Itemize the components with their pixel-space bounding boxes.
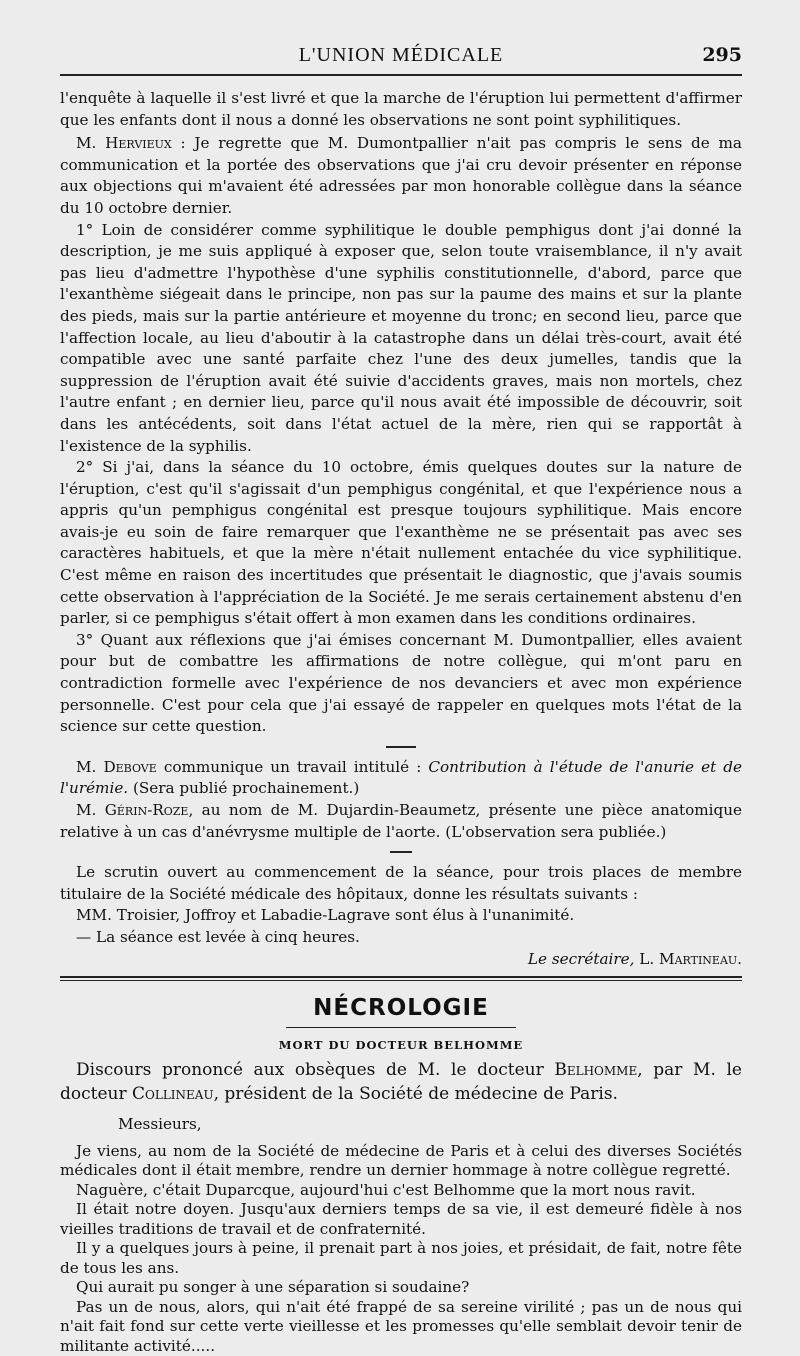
speech-paragraph: Je viens, au nom de la Société de médecine de Paris et à celui des diverses Sociétés médicales dont il était membre, rendre un dernier hommage à notre collègue regretté. [60, 1141, 742, 1180]
signature-name: L. Martineau. [639, 949, 742, 968]
article-subtitle: MORT DU DOCTEUR BELHOMME [278, 1038, 524, 1053]
section-double-rule [60, 976, 742, 981]
intro-text: , président de la Société de médecine de Paris. [213, 1084, 618, 1105]
salutation: Messieurs, [118, 1115, 202, 1134]
separator-rule [390, 851, 412, 853]
speaker-name: M. Gérin-Roze [76, 801, 189, 819]
speech-paragraph: Naguère, c'était Duparcque, aujourd'hui c'est Belhomme que la mort nous ravit. [76, 1180, 696, 1199]
speech-intro [60, 1058, 742, 1106]
intro-text: , par M. le docteur [60, 1060, 742, 1105]
speaker-name: Collineau [132, 1084, 214, 1105]
page-number: 295 [702, 44, 742, 66]
speech-paragraph: Il était notre doyen. Jusqu'aux derniers temps de sa vie, il est demeuré fidèle à nos vieilles traditions de travail et de confraternité. [60, 1200, 742, 1238]
communication-note: (Sera publié prochainement.) [132, 779, 360, 798]
speaker-name: M. Hervieux [76, 134, 172, 153]
communication-debove [60, 757, 742, 800]
session-closed: — La séance est levée à cinq heures. [76, 927, 360, 946]
communication-title: Contribution à l'étude de l'anurie et de l'urémie. [60, 757, 743, 798]
speech-paragraph: Il y a quelques jours à peine, il prenait part à nos joies, et présidait, de fait, notre fête de tous les ans. [60, 1239, 742, 1277]
paragraph-continuation: l'enquête à laquelle il s'est livré et que la marche de l'éruption lui permettent d'affirmer que les enfants dont il nous a donné les observations ne sont point syphilitiques. [60, 89, 742, 129]
separator-rule [386, 746, 416, 748]
title-rule [286, 1027, 516, 1028]
communication-text: , au nom de M. Dujardin-Beaumetz, présente une pièce anatomique relative à un cas d'anévrysme multiple de l'aorte. (L'observation sera publiée.) [60, 801, 742, 841]
signature [60, 949, 742, 971]
paragraph-point-1: 1° Loin de considérer comme syphilitique le double pemphigus dont j'ai donné la description, je me suis appliqué à exposer que, selon toute vraisemblance, il n'y avait pas lieu d'admettre l'hypothèse d'une syphilis constitutionnelle, d'abord, parce que l'exanthème siégeait dans le principe, non pas sur la paume des mains et sur la plante des pieds, mais sur la partie antérieure et moyenne du tronc; en second lieu, parce que l'affection locale, au lieu d'aboutir à la catastrophe dans un délai très-court, avait été compatible avec une santé parfaite chez l'une des deux jumelles, tandis que la suppression de l'éruption avait été suivie d'accidents graves, mais non mortels, chez l'autre enfant ; en dernier lieu, parce qu'il nous avait été impossible de découvrir, soit dans les antécédents, soit dans l'état actuel de la mère, rien qui se rapportât à l'existence de la syphilis. [60, 220, 742, 455]
paragraph-hervieux [60, 133, 742, 219]
speech-paragraph: Qui aurait pu songer à une séparation si soudaine? [76, 1278, 470, 1297]
paragraph-point-3: 3° Quant aux réflexions que j'ai émises concernant M. Dumontpallier, elles avaient pour but de combattre les affirmations de notre collègue, qui m'ont paru en contradiction formelle avec l'expérience de nos devanciers et avec mon expérience personnelle. C'est pour cela que j'ai essayé de rappeler en quelques mots l'état de la science sur cette question. [60, 630, 742, 736]
intro-text: Discours prononcé aux obsèques de M. le docteur [76, 1060, 555, 1081]
deceased-name: Belhomme [554, 1060, 638, 1081]
paragraph-point-2: 2° Si j'ai, dans la séance du 10 octobre, émis quelques doutes sur la nature de l'éruption, c'est qu'il s'agissait d'un pemphigus congénital, et que l'expérience nous a appris qu'un pemphigus congénital est presque toujours syphilitique. Mais encore avais-je eu soin de faire remarquer que l'exanthème ne se présentait pas avec ses caractères habituels, et que la mère n'était nullement entachée du vice syphilitique. C'est même en raison des incertitudes que présentait le diagnostic, que j'avais soumis cette observation à l'appréciation de la Société. Je me serais certainement abstenu d'en parler, si ce pemphigus s'était offert à mon examen dans les conditions ordinaires. [60, 458, 742, 628]
communication-gerin-roze [60, 800, 742, 843]
section-title: NÉCROLOGIE [313, 995, 489, 1022]
speaker-name: M. Debove [76, 757, 157, 776]
speech-paragraph: Pas un de nous, alors, qui n'ait été frappé de sa sereine virilité ; pas un de nous qui n'ait fait fond sur cette verte vieillesse et les promesses qu'elle semblait devoir tenir de militante activité..... [60, 1297, 742, 1355]
signature-role: Le secrétaire, [527, 949, 635, 968]
communication-text: communique un travail intitulé : [156, 757, 429, 776]
page-body [60, 88, 742, 1356]
running-title: L'UNION MÉDICALE [298, 44, 504, 66]
scrutin-results: Le scrutin ouvert au commencement de la séance, pour trois places de membre titulaire de la Société médicale des hôpitaux, donne les résultats suivants : [60, 863, 742, 903]
paragraph-text: : Je regrette que M. Dumontpallier n'ait pas compris le sens de ma communication et la portée des observations que j'ai cru devoir présenter en réponse aux objections qui m'avaient été adressées par mon honorable collègue dans la séance du 10 octobre dernier. [60, 134, 742, 217]
speech-body [60, 1142, 742, 1356]
header-rule [60, 74, 742, 76]
page-header [60, 0, 742, 74]
scrutin-elected: MM. Troisier, Joffroy et Labadie-Lagrave sont élus à l'unanimité. [76, 906, 575, 925]
